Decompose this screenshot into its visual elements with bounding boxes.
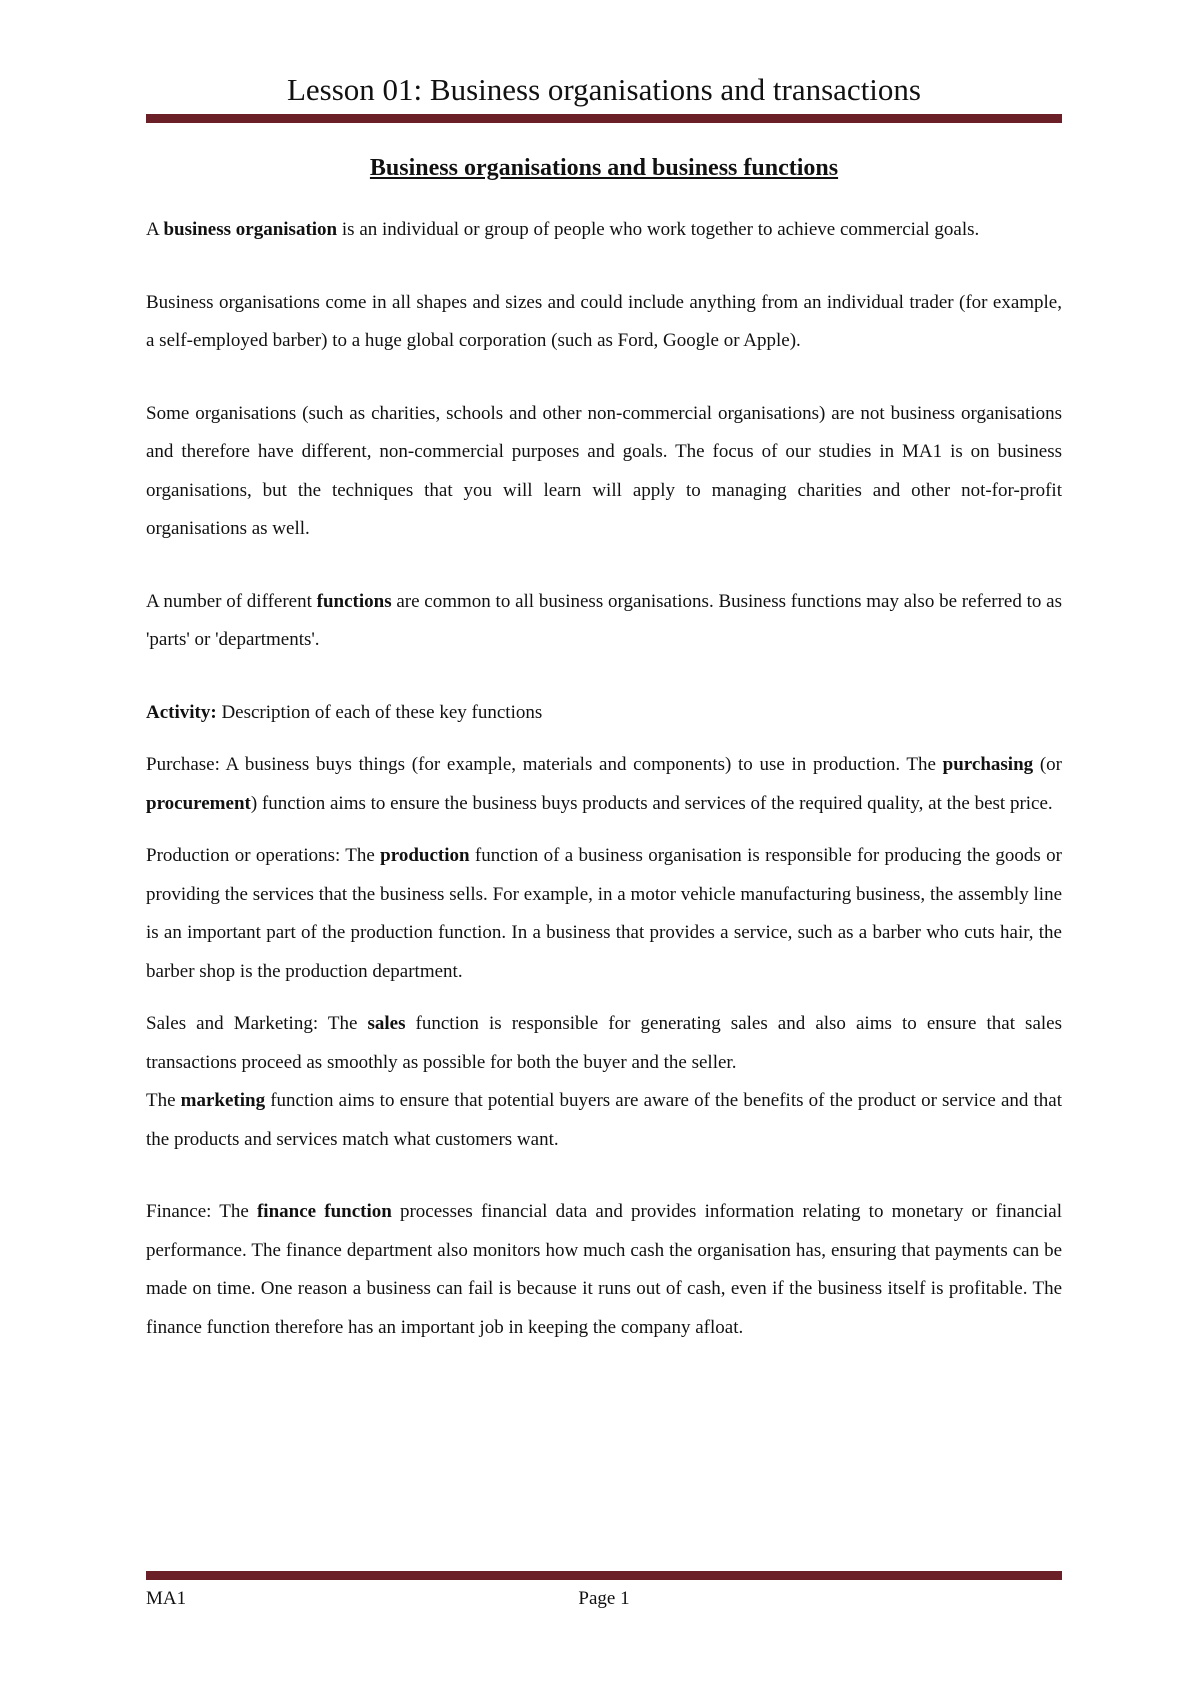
- footer-page-number: Page 1: [578, 1588, 630, 1609]
- paragraph-definition: [146, 211, 1062, 250]
- activity-label: Activity:: [146, 701, 217, 723]
- text-run: function of a business organisation is responsible for producing the goods or providing the services that the business sells. For example, in a motor vehicle manufacturing business, the assembly line is an important part of the production function. In a business that provides a service, such as a barber who cuts hair, the barber shop is the production department.: [146, 845, 1062, 982]
- paragraph-shapes-sizes: Business organisations come in all shapes and sizes and could include anything from an individual trader (for example, a self-employed barber) to a huge global corporation (such as Ford, Google or Apple).: [146, 291, 1062, 351]
- paragraph-finance: [146, 1193, 1062, 1347]
- text-run: is an individual or group of people who work together to achieve commercial goals.: [337, 219, 980, 240]
- text-run: Sales and Marketing: The: [146, 1013, 368, 1034]
- text-run: Purchase: A business buys things (for example, materials and components) to use in production. The: [146, 754, 943, 775]
- header-rule: [146, 114, 1062, 123]
- paragraph-production: [146, 837, 1062, 991]
- text-run: A number of different: [146, 590, 317, 612]
- bold-term: business organisation: [163, 219, 338, 240]
- paragraph-functions: [146, 583, 1062, 660]
- text-run: Finance: The: [146, 1201, 257, 1222]
- text-run: Production or operations: The: [146, 845, 381, 866]
- page-footer: [146, 1584, 1062, 1614]
- bold-term: marketing: [180, 1090, 266, 1111]
- body-text: [146, 211, 1062, 1347]
- text-run: A: [146, 219, 164, 240]
- paragraph-marketing: [146, 1082, 1062, 1159]
- text-run: ) function aims to ensure the business buys products and services of the required quality, at the best price.: [250, 792, 1053, 814]
- text-run: Description of each of these key functions: [216, 701, 543, 723]
- footer-course-code: MA1: [146, 1588, 187, 1609]
- text-run: are common to all business organisations. Business functions may also be referred to as 'parts' or 'departments'.: [146, 590, 1062, 650]
- text-run: processes financial data and provides information relating to monetary or financial performance. The finance department also monitors how much cash the organisation has, ensuring that payments can be made on time. One reason a business can fail is because it runs out of cash, even if the business itself is profitable. The finance function therefore has an important job in keeping the company afloat.: [146, 1201, 1062, 1338]
- bold-term: sales: [367, 1013, 406, 1034]
- text-run: (or: [1033, 754, 1062, 775]
- text-run: function aims to ensure that potential buyers are aware of the benefits of the product or service and that the products and services match what customers want.: [146, 1090, 1062, 1150]
- bold-term: finance function: [256, 1201, 392, 1222]
- paragraph-sales: [146, 1005, 1062, 1082]
- bold-term: purchasing: [942, 754, 1034, 775]
- paragraph-purchase: [146, 746, 1062, 823]
- text-run: function is responsible for generating sales and also aims to ensure that sales transactions proceed as smoothly as possible for both the buyer and the seller.: [146, 1013, 1062, 1073]
- bold-term: procurement: [146, 792, 251, 814]
- bold-term: functions: [316, 590, 392, 612]
- section-title: Business organisations and business functions: [369, 155, 839, 181]
- text-run: The: [146, 1090, 181, 1111]
- paragraph-non-commercial: Some organisations (such as charities, schools and other non-commercial organisations) are not business organisations and therefore have different, non-commercial purposes and goals. The focus of our studies in MA1 is on business organisations, but the techniques that you will learn will apply to managing charities and other not-for-profit organisations as well.: [146, 402, 1062, 539]
- page-header-title: Lesson 01: Business organisations and transactions: [286, 72, 921, 107]
- bold-term: production: [380, 845, 470, 866]
- paragraph-activity: [146, 694, 1062, 733]
- footer-rule: [146, 1571, 1062, 1580]
